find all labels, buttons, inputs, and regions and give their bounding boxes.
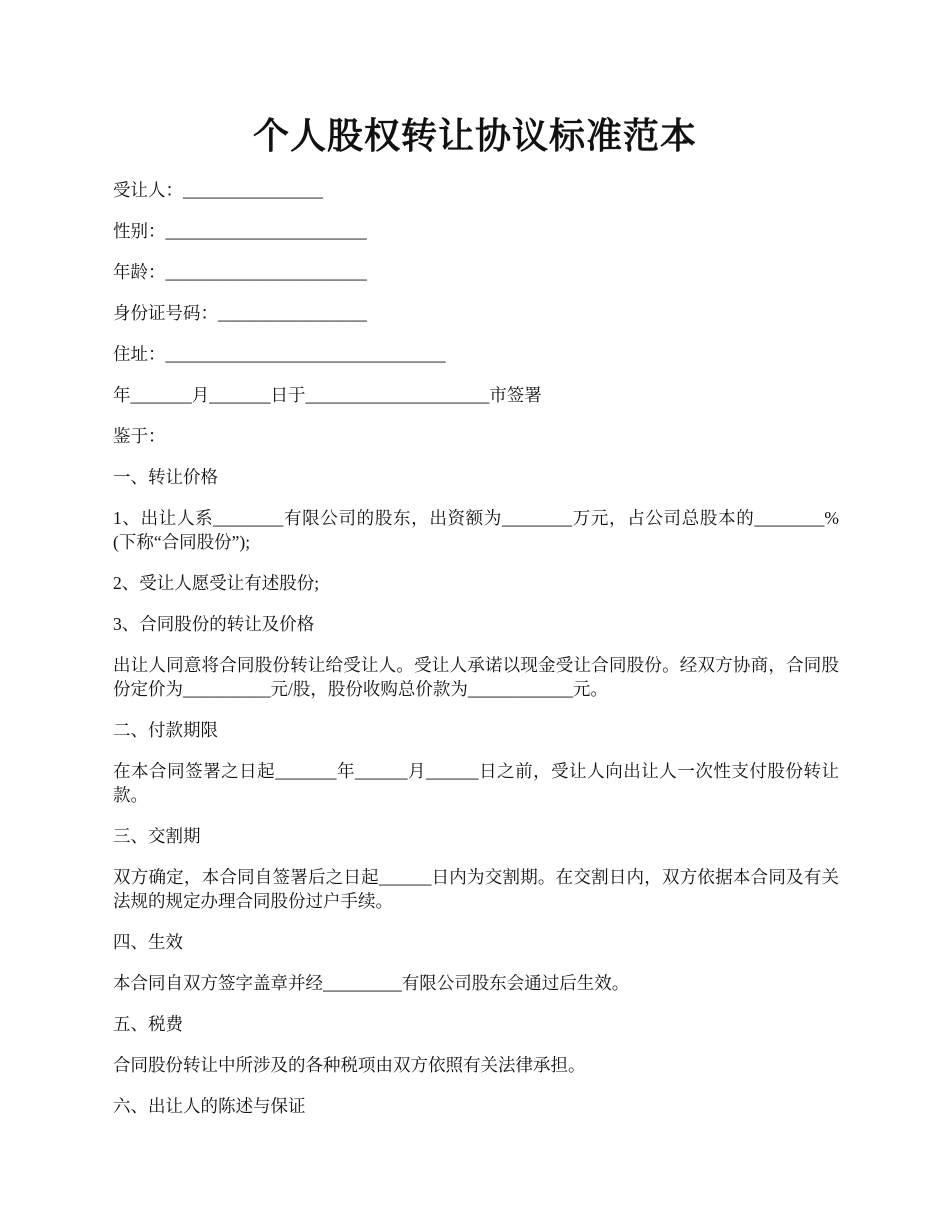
clause-1-shareholder: 1、出让人系________有限公司的股东，出资额为________万元，占公司总股本的________%(下称“合同股份”); bbox=[113, 508, 839, 552]
whereas-heading: 鉴于： bbox=[113, 426, 166, 446]
section-heading-effect: 四、生效 bbox=[113, 932, 183, 952]
section-heading-price: 一、转让价格 bbox=[113, 467, 218, 487]
clause-3-transfer-price: 3、合同股份的转让及价格 bbox=[113, 614, 315, 634]
section-heading-payment: 二、付款期限 bbox=[113, 720, 218, 740]
section-heading-delivery: 三、交割期 bbox=[113, 826, 201, 846]
paragraph-effect: 本合同自双方签字盖章并经_________有限公司股东会通过后生效。 bbox=[113, 973, 630, 993]
paragraph-price-agreement: 出让人同意将合同股份转让给受让人。受让人承诺以现金受让合同股份。经双方协商，合同股份定价为__________元/股，股份收购总价款为____________元。 bbox=[113, 655, 839, 699]
document-body bbox=[113, 178, 839, 1135]
paragraph-taxes: 合同股份转让中所涉及的各种税项由双方依照有关法律承担。 bbox=[113, 1055, 586, 1075]
document-title: 个人股权转让协议标准范本 bbox=[252, 116, 697, 156]
field-gender: 性别：_______________________ bbox=[113, 221, 367, 241]
section-heading-taxes: 五、税费 bbox=[113, 1014, 183, 1034]
field-transferee: 受让人：________________ bbox=[113, 180, 323, 200]
field-address: 住址：________________________________ bbox=[113, 344, 446, 364]
section-heading-representations: 六、出让人的陈述与保证 bbox=[113, 1096, 306, 1116]
paragraph-payment-term: 在本合同签署之日起_______年______月______日之前，受让人向出让人一次性支付股份转让款。 bbox=[113, 761, 839, 805]
clause-2-acceptance: 2、受让人愿受让有述股份; bbox=[113, 573, 320, 593]
signing-date-place: 年_______月_______日于_____________________市签署 bbox=[113, 385, 542, 405]
field-age: 年龄：_______________________ bbox=[113, 262, 367, 282]
field-id-number: 身份证号码：_________________ bbox=[113, 303, 367, 323]
paragraph-delivery-period: 双方确定，本合同自签署后之日起______日内为交割期。在交割日内，双方依据本合同及有关法规的规定办理合同股份过户手续。 bbox=[113, 867, 839, 911]
